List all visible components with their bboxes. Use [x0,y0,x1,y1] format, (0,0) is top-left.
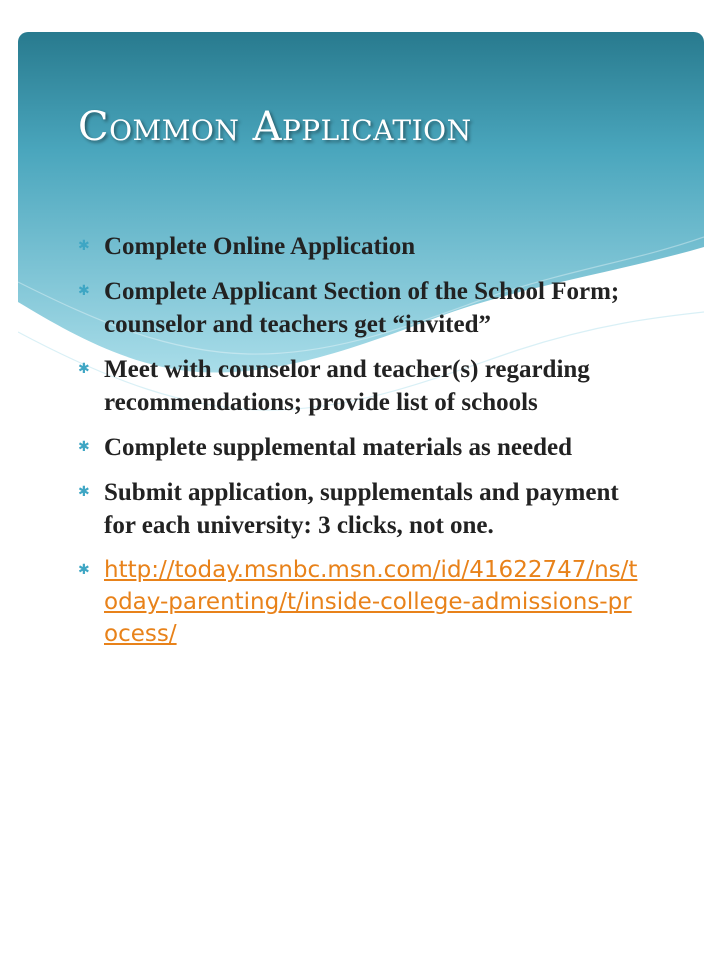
asterisk-bullet-icon: ✱ [78,283,90,299]
asterisk-bullet-icon: ✱ [78,439,90,455]
list-item [78,476,638,542]
list-item [78,275,638,341]
bullet-text: Complete Online Application [104,233,416,260]
list-item [78,230,638,263]
list-item-link [78,554,638,650]
bullet-text: Submit application, supplementals and payment for each university: 3 clicks, not one. [104,479,619,539]
asterisk-bullet-icon: ✱ [78,361,90,377]
asterisk-bullet-icon: ✱ [78,562,90,578]
article-link[interactable]: http://today.msnbc.msn.com/id/41622747/ns/today-parenting/t/inside-college-admissions-process/ [104,557,638,647]
bullet-text: Complete Applicant Section of the School Form; counselor and teachers get “invited” [104,278,620,338]
list-item [78,431,638,464]
list-item [78,353,638,419]
slide-title: Common Application [78,104,472,150]
bullet-text: Meet with counselor and teacher(s) regarding recommendations; provide list of schools [104,356,590,416]
bullet-text: Complete supplemental materials as needed [104,434,573,461]
asterisk-bullet-icon: ✱ [78,238,90,254]
asterisk-bullet-icon: ✱ [78,484,90,500]
bullet-list [78,230,638,662]
